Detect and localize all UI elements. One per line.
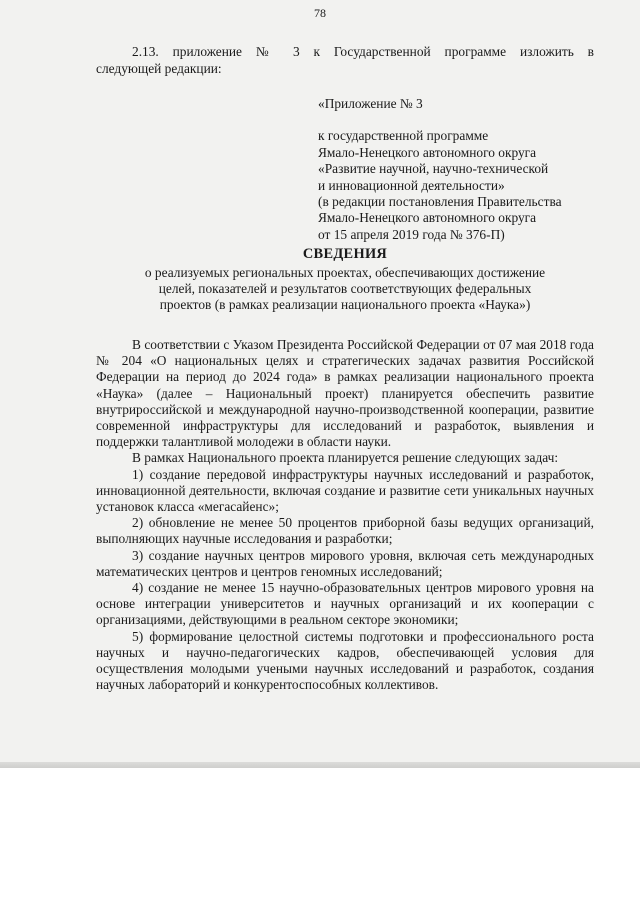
intro-line-2: следующей редакции:: [96, 60, 222, 76]
body-paragraph: В соответствии с Указом Президента Российской Федерации от 07 мая 2018 года № 204 «О национальных целях и стратегических задачах развития Российской Федерации на период до 2024 года» в рамках реализации национального проекта «Наука» (далее – Национальный проект) планируется обеспечить развитие внутрироссийской и международной научно-производственной кооперации, развитие современной инфраструктуры для исследований и разработок, выявления и поддержки талантливой молодежи в области науки.: [96, 337, 594, 450]
task-item-2: 2) обновление не менее 50 процентов приборной базы ведущих организаций, выполняющих научные исследования и разработки;: [96, 515, 594, 547]
heading-title: СВЕДЕНИЯ: [302, 246, 388, 262]
task-item-1: 1) создание передовой инфраструктуры научных исследований и разработок, инновационной деятельности, включая создание и развитие сети уникальных научных установок класса «мегасайенс»;: [96, 466, 594, 515]
task-item-5: 5) формирование целостной системы подготовки и профессионального роста научных и научно-педагогических кадров, обеспечивающей условия для осуществления молодыми учеными научных исследований и разработок, создания научных лабораторий и конкурентоспособных коллективов.: [96, 628, 594, 693]
appendix-line: к государственной программе: [318, 128, 489, 144]
scan-bottom-edge: [0, 762, 640, 768]
appendix-line: «Развитие научной, научно-технической: [318, 161, 549, 177]
appendix-line: от 15 апреля 2019 года № 376-П): [318, 226, 505, 242]
heading-subtitle-line: целей, показателей и результатов соответствующих федеральных: [158, 280, 532, 296]
body-text: [96, 337, 594, 693]
body-paragraph: В рамках Национального проекта планируется решение следующих задач:: [132, 450, 559, 466]
intro-paragraph: [96, 44, 594, 78]
appendix-line: Ямало-Ненецкого автономного округа: [318, 210, 537, 226]
intro-line-1: 2.13. приложение № 3 к Государственной программе изложить в: [132, 44, 594, 59]
page-number: 78: [314, 6, 326, 20]
section-heading: [96, 246, 594, 313]
appendix-title: «Приложение № 3: [318, 96, 423, 111]
appendix-header: [318, 96, 608, 243]
heading-subtitle-line: проектов (в рамках реализации национального проекта «Наука»): [159, 296, 531, 312]
heading-subtitle-line: о реализуемых региональных проектах, обеспечивающих достижение: [144, 264, 546, 280]
task-item-4: 4) создание не менее 15 научно-образовательных центров мирового уровня на основе интеграции университетов и научных организаций и их кооперации с организациями, действующими в реальном секторе экономики;: [96, 580, 594, 628]
appendix-line: Ямало-Ненецкого автономного округа: [318, 144, 537, 160]
appendix-line: (в редакции постановления Правительства: [318, 194, 562, 210]
appendix-line: и инновационной деятельности»: [318, 177, 505, 193]
task-item-3: 3) создание научных центров мирового уровня, включая сеть международных математических центров и центров геномных исследований;: [96, 547, 594, 579]
